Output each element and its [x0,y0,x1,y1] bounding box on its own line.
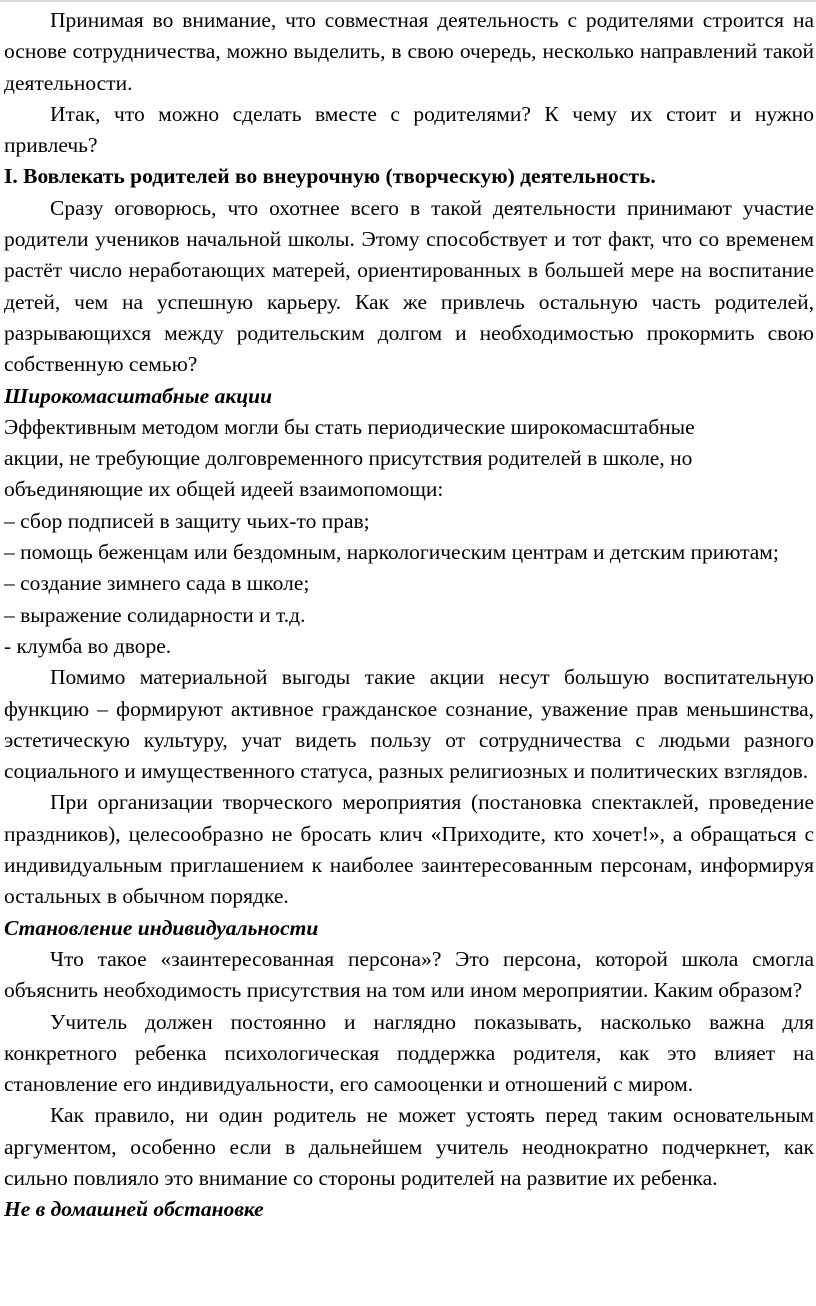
section-heading: I. Вовлекать родителей во внеурочную (творческую) деятельность. [4,164,656,189]
paragraph-primary-school: Сразу оговорюсь, что охотнее всего в такой деятельности принимают участие родители учеников начальной школы. Этому способствует и тот факт, что со временем растёт число неработающих матерей, ориентированных в большей мере на воспитание детей, чем на успешную карьеру. Как же привлечь остальную часть родителей, разрывающихся между родительским долгом и необходимостью прокормить свою собственную семью? [4,195,814,377]
paragraph-parent-argument: Как правило, ни один родитель не может устоять перед таким основательным аргументом, особенно если в дальнейшем учитель неоднократно подчеркнет, как сильно повлияло это внимание со стороны родителей на развитие их ребенка. [4,1103,814,1190]
list-item: – сбор подписей в защиту чьих-то прав; [4,508,370,533]
subheading-individuality: Становление индивидуальности [4,915,319,940]
list-item: – выражение солидарности и т.д. [4,602,306,627]
list-item: – создание зимнего сада в школе; [4,571,310,596]
subheading-large-scale-actions: Широкомасштабные акции [4,383,273,408]
paragraph-intro: Принимая во внимание, что совместная деятельность с родителями строится на основе сотрудничества, можно выделить, в свою очередь, несколько направлений такой деятельности. [4,8,814,95]
page-top-border [0,0,816,2]
paragraph-interested-person: Что такое «заинтересованная персона»? Это персона, которой школа смогла объяснить необходимость присутствия на том или ином мероприятии. Каким образом? [4,946,814,1003]
paragraph-educational-function: Помимо материальной выгоды такие акции несут большую воспитательную функцию – формируют активное гражданское сознание, уважение прав меньшинства, эстетическую культуру, учат видеть пользу от сотрудничества с людьми разного социального и имущественного статуса, разных религиозных и политических взглядов. [4,665,814,784]
subheading-not-at-home: Не в домашней обстановке [4,1197,264,1222]
paragraph-actions-line-2: акции, не требующие долговременного присутствия родителей в школе, но [4,446,693,471]
list-item: – помощь беженцам или бездомным, наркологическим центрам и детским приютам; [4,540,779,565]
list-item: - клумба во дворе. [4,633,172,658]
paragraph-actions-line-1: Эффективным методом могли бы стать периодические широкомасштабные [4,414,695,439]
document-body [4,5,814,1226]
paragraph-teacher-role: Учитель должен постоянно и наглядно показывать, насколько важна для конкретного ребенка психологическая поддержка родителя, как это влияет на становление его индивидуальности, его самооценки и отношений с миром. [4,1009,814,1097]
paragraph-actions-line-3: объединяющие их общей идеей взаимопомощи: [4,477,444,502]
paragraph-question: Итак, что можно сделать вместе с родителями? К чему их стоит и нужно привлечь? [4,101,814,158]
paragraph-creative-event: При организации творческого мероприятия (постановка спектаклей, проведение праздников), целесообразно не бросать клич «Приходите, кто хочет!», а обращаться с индивидуальным приглашением к наиболее заинтересованным персонам, информируя остальных в обычном порядке. [4,790,814,909]
